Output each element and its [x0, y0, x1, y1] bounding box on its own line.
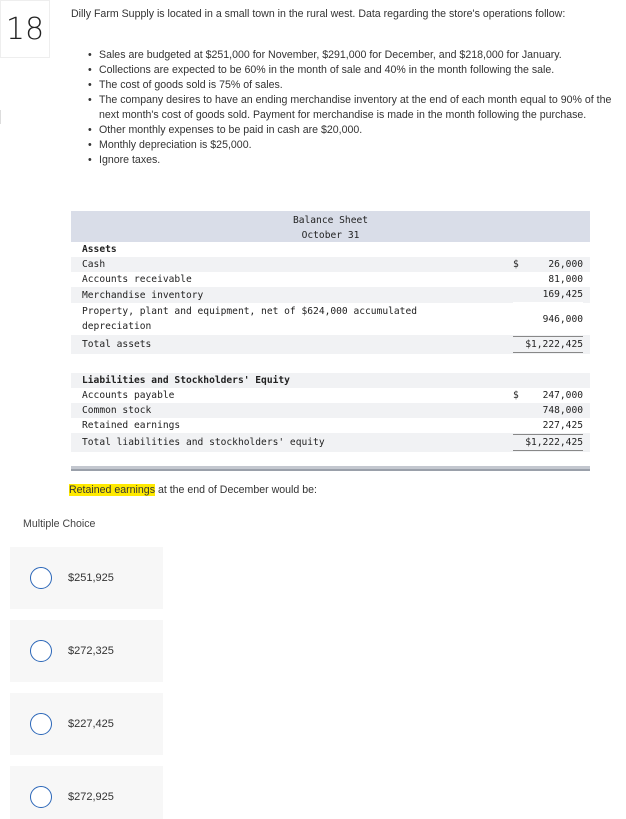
row-value: $1,222,425 [513, 434, 583, 451]
row-value: 227,425 [542, 420, 583, 431]
list-item: • Monthly depreciation is $25,000. [88, 138, 623, 153]
list-item: • Sales are budgeted at $251,000 for November, $291,000 for December, and $218,000 for January. [88, 48, 623, 63]
side-marker [0, 110, 4, 124]
choice-list [10, 547, 163, 819]
row-label: Total liabilities and stockholders' equity [82, 437, 325, 448]
table-row [71, 418, 590, 433]
table-row [71, 403, 590, 418]
row-value: $1,222,425 [513, 336, 583, 353]
choice-option-2[interactable] [10, 620, 163, 682]
row-amount [513, 388, 583, 403]
list-item: • The company desires to have an ending merchandise inventory at the end of each month equal to 90% of the next month's cost of goods sold. Payment for merchandise is made in the month following the purchase. [88, 93, 623, 123]
row-label: Merchandise inventory [82, 289, 204, 301]
currency-sign: $ [513, 259, 519, 270]
liabilities-heading-row [71, 373, 590, 388]
question-rest: at the end of December would be: [155, 484, 317, 496]
list-item: • The cost of goods sold is 75% of sales. [88, 78, 623, 93]
total-liabilities-row [71, 433, 590, 452]
question-number: 18 [0, 0, 50, 58]
radio-button[interactable] [30, 786, 52, 808]
radio-button[interactable] [30, 640, 52, 662]
row-label: Retained earnings [82, 420, 181, 431]
multiple-choice-label: Multiple Choice [23, 518, 96, 530]
question-prompt [69, 484, 317, 496]
row-amount [513, 257, 583, 272]
choice-label: $227,425 [68, 718, 114, 730]
highlighted-term: Retained earnings [69, 484, 155, 496]
table-row [71, 303, 590, 335]
row-value: 169,425 [513, 287, 583, 303]
table-row [71, 272, 590, 287]
facts-list [88, 48, 623, 168]
list-item: • Collections are expected to be 60% in the month of sale and 40% in the month following the sale. [88, 63, 623, 78]
list-item: • Other monthly expenses to be paid in cash are $20,000. [88, 123, 623, 138]
table-row [71, 257, 590, 272]
row-value: 26,000 [548, 259, 583, 270]
balance-sheet-date: October 31 [301, 230, 360, 241]
radio-button[interactable] [30, 713, 52, 735]
row-label: Property, plant and equipment, net of $624,000 accumulated depreciation [82, 306, 418, 332]
total-assets-row [71, 335, 590, 354]
row-value: 247,000 [542, 390, 583, 401]
liabilities-heading: Liabilities and Stockholders' Equity [82, 375, 290, 386]
currency-sign: $ [513, 390, 519, 401]
table-row [71, 287, 590, 303]
table-footer-bar [71, 466, 590, 471]
row-value: 81,000 [548, 274, 583, 285]
radio-button[interactable] [30, 567, 52, 589]
intro-text: Dilly Farm Supply is located in a small town in the rural west. Data regarding the store's operations follow: [71, 8, 566, 20]
list-item: • Ignore taxes. [88, 153, 623, 168]
choice-option-3[interactable] [10, 693, 163, 755]
row-label: Common stock [82, 405, 152, 416]
choice-label: $272,325 [68, 645, 114, 657]
row-label: Accounts receivable [82, 274, 192, 285]
row-value: 946,000 [542, 313, 583, 325]
balance-sheet [71, 211, 590, 471]
choice-label: $251,925 [68, 572, 114, 584]
choice-label: $272,925 [68, 791, 114, 803]
assets-heading-row [71, 242, 590, 257]
row-label: Accounts payable [82, 390, 175, 401]
balance-sheet-header [71, 211, 590, 242]
table-row [71, 388, 590, 403]
choice-option-4[interactable] [10, 766, 163, 819]
assets-heading: Assets [82, 244, 117, 255]
choice-option-1[interactable] [10, 547, 163, 609]
row-label: Total assets [82, 339, 152, 350]
row-label: Cash [82, 259, 106, 270]
balance-sheet-title: Balance Sheet [292, 215, 369, 226]
row-value: 748,000 [542, 405, 583, 416]
